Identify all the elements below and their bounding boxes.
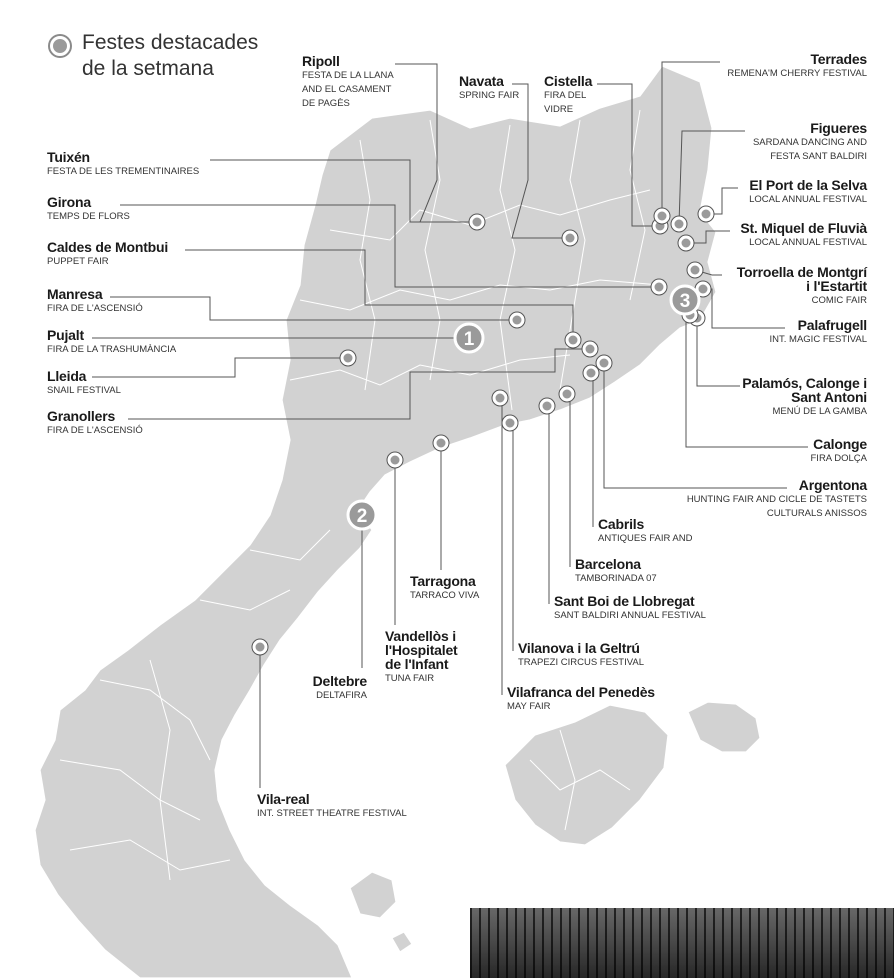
place-name: Barcelona [575,556,641,572]
event-marker-dot [496,394,505,403]
event-marker-dot [437,439,446,448]
event-marker-dot [506,419,515,428]
leader-line-barcelona [567,394,570,567]
place-name: Ripoll [302,53,340,69]
event-description: FIRA DE L'ASCENSIÓ [47,303,143,314]
event-marker-dot [675,220,684,229]
place-name: Vilanova i la Geltrú [518,640,640,656]
place-name: Vila-real [257,791,310,807]
place-name: Tarragona [410,573,476,589]
event-marker-dot [256,643,265,652]
event-description: REMENA'M CHERRY FESTIVAL [727,68,867,79]
label-pujalt [47,328,176,356]
event-description: TRAPEZI CIRCUS FESTIVAL [518,657,644,668]
event-description: FIRA DEL [544,90,587,101]
place-name: Palamós, Calonge i Sant Antoni [742,375,867,405]
event-marker-dot [600,359,609,368]
event-description: LOCAL ANNUAL FESTIVAL [749,194,867,205]
event-marker-dot [682,239,691,248]
event-description: SNAIL FESTIVAL [47,385,121,396]
event-marker-dot [391,456,400,465]
legend-title [82,30,292,82]
event-description: MAY FAIR [507,701,551,712]
event-description: TUNA FAIR [385,673,435,684]
event-marker-dot [566,234,575,243]
event-marker-dot [587,369,596,378]
place-name: Figueres [810,120,867,136]
leader-line-santboi [547,406,549,604]
label-portselva [749,178,867,206]
label-terrades [727,52,867,80]
label-palafrugell [770,318,867,346]
label-cabrils [598,517,693,545]
event-marker-dot [702,210,711,219]
place-name: St. Miquel de Fluvià [740,220,867,236]
event-marker-dot [344,354,353,363]
place-name: Vilafranca del Penedès [507,684,655,700]
place-name: Lleida [47,368,87,384]
label-vilareal [257,792,407,820]
label-caldes [47,240,168,268]
event-marker-dot [543,402,552,411]
event-marker-dot [569,336,578,345]
label-tarragona [410,574,479,602]
event-description: FIRA DE L'ASCENSIÓ [47,425,143,436]
label-calonge [811,437,868,465]
place-name: Palafrugell [797,317,867,333]
place-name: Terrades [810,51,867,67]
place-name: Caldes de Montbui [47,239,169,255]
label-ripoll [302,54,394,110]
label-figueres [753,121,867,163]
leader-line-vilafranca [500,398,502,695]
formentera-island [392,932,412,952]
event-description: FESTA DE LES TREMENTINAIRES [47,166,200,177]
label-manresa [47,287,143,315]
event-marker-dot [473,218,482,227]
label-navata [459,74,519,102]
label-argentona [687,478,867,520]
event-description: SPRING FAIR [459,90,520,101]
event-description: HUNTING FAIR AND CICLE DE TASTETS [686,494,867,505]
place-name: Calonge [813,436,867,452]
legend-line-1: Festes destacades [82,31,259,54]
label-santboi [554,594,706,622]
event-description: FESTA DE LA LLANA [302,70,394,81]
badge-number-3: 3 [679,291,691,312]
event-description: TEMPS DE FLORS [47,211,130,222]
place-name: Girona [47,194,91,210]
mallorca-island [505,705,668,845]
label-torroella [732,265,867,307]
event-description: COMIC FAIR [811,295,867,306]
menorca-island [688,702,760,752]
event-description: CULTURALS ANISSOS [766,508,867,519]
label-girona [47,195,130,223]
label-lleida [47,369,121,397]
place-name: Granollers [47,408,116,424]
event-description: LOCAL ANNUAL FESTIVAL [749,237,867,248]
event-description: VIDRE [544,104,574,115]
label-cistella [544,74,592,116]
label-palamos [732,376,867,418]
event-description: FIRA DE LA TRASHUMÀNCIA [47,344,177,355]
badge-number-2: 2 [356,506,368,527]
place-name: Vandellòs i l'Hospitalet de l'Infant [385,628,458,672]
place-name: Deltebre [312,673,367,689]
event-description: INT. MAGIC FESTIVAL [769,334,867,345]
event-description: MENÚ DE LA GAMBA [772,406,867,417]
event-description: TAMBORINADA 07 [575,573,657,584]
event-description: ANTIQUES FAIR AND [598,533,693,544]
event-marker-dot [658,212,667,221]
event-description: INT. STREET THEATRE FESTIVAL [257,808,407,819]
leader-line-vilanova [510,423,513,651]
event-description: FESTA SANT BALDIRI [770,151,867,162]
event-description: DE PAGÈS [302,98,350,109]
place-name: Sant Boi de Llobregat [554,593,695,609]
label-vandellos [385,629,475,685]
label-vilafranca [507,685,655,713]
label-deltebre [313,674,367,702]
map-legend [50,30,292,82]
place-name: Cabrils [598,516,645,532]
label-granollers [47,409,143,437]
label-tuixen [47,150,199,178]
event-marker-dot [699,285,708,294]
event-marker-dot [586,345,595,354]
ibiza-island [350,872,396,918]
event-description: SARDANA DANCING AND [752,137,867,148]
label-fluvia [740,221,867,249]
label-barcelona [575,557,657,585]
event-marker-dot [513,316,522,325]
place-name: Cistella [544,73,593,89]
place-name: Tuixén [47,149,90,165]
event-marker-dot [691,266,700,275]
event-description: DELTAFIRA [316,690,367,701]
event-description: AND EL CASAMENT [302,84,392,95]
place-name: Navata [459,73,504,89]
place-name: El Port de la Selva [749,177,867,193]
event-marker-dot [563,390,572,399]
event-description: PUPPET FAIR [47,256,109,267]
legend-line-2: de la setmana [82,57,214,80]
event-description: TARRACO VIVA [410,590,480,601]
place-name: Manresa [47,286,103,302]
legend-marker-icon [50,36,70,56]
stadium-photo-thumbnail [470,908,894,978]
place-name: Torroella de Montgrí i l'Estartit [736,264,867,294]
badge-number-1: 1 [463,329,475,350]
place-name: Argentona [798,477,867,493]
label-vilanova [518,641,644,669]
event-description: SANT BALDIRI ANNUAL FESTIVAL [554,610,706,621]
event-marker-dot [655,283,664,292]
place-name: Pujalt [47,327,84,343]
event-description: FIRA DOLÇA [810,453,867,464]
